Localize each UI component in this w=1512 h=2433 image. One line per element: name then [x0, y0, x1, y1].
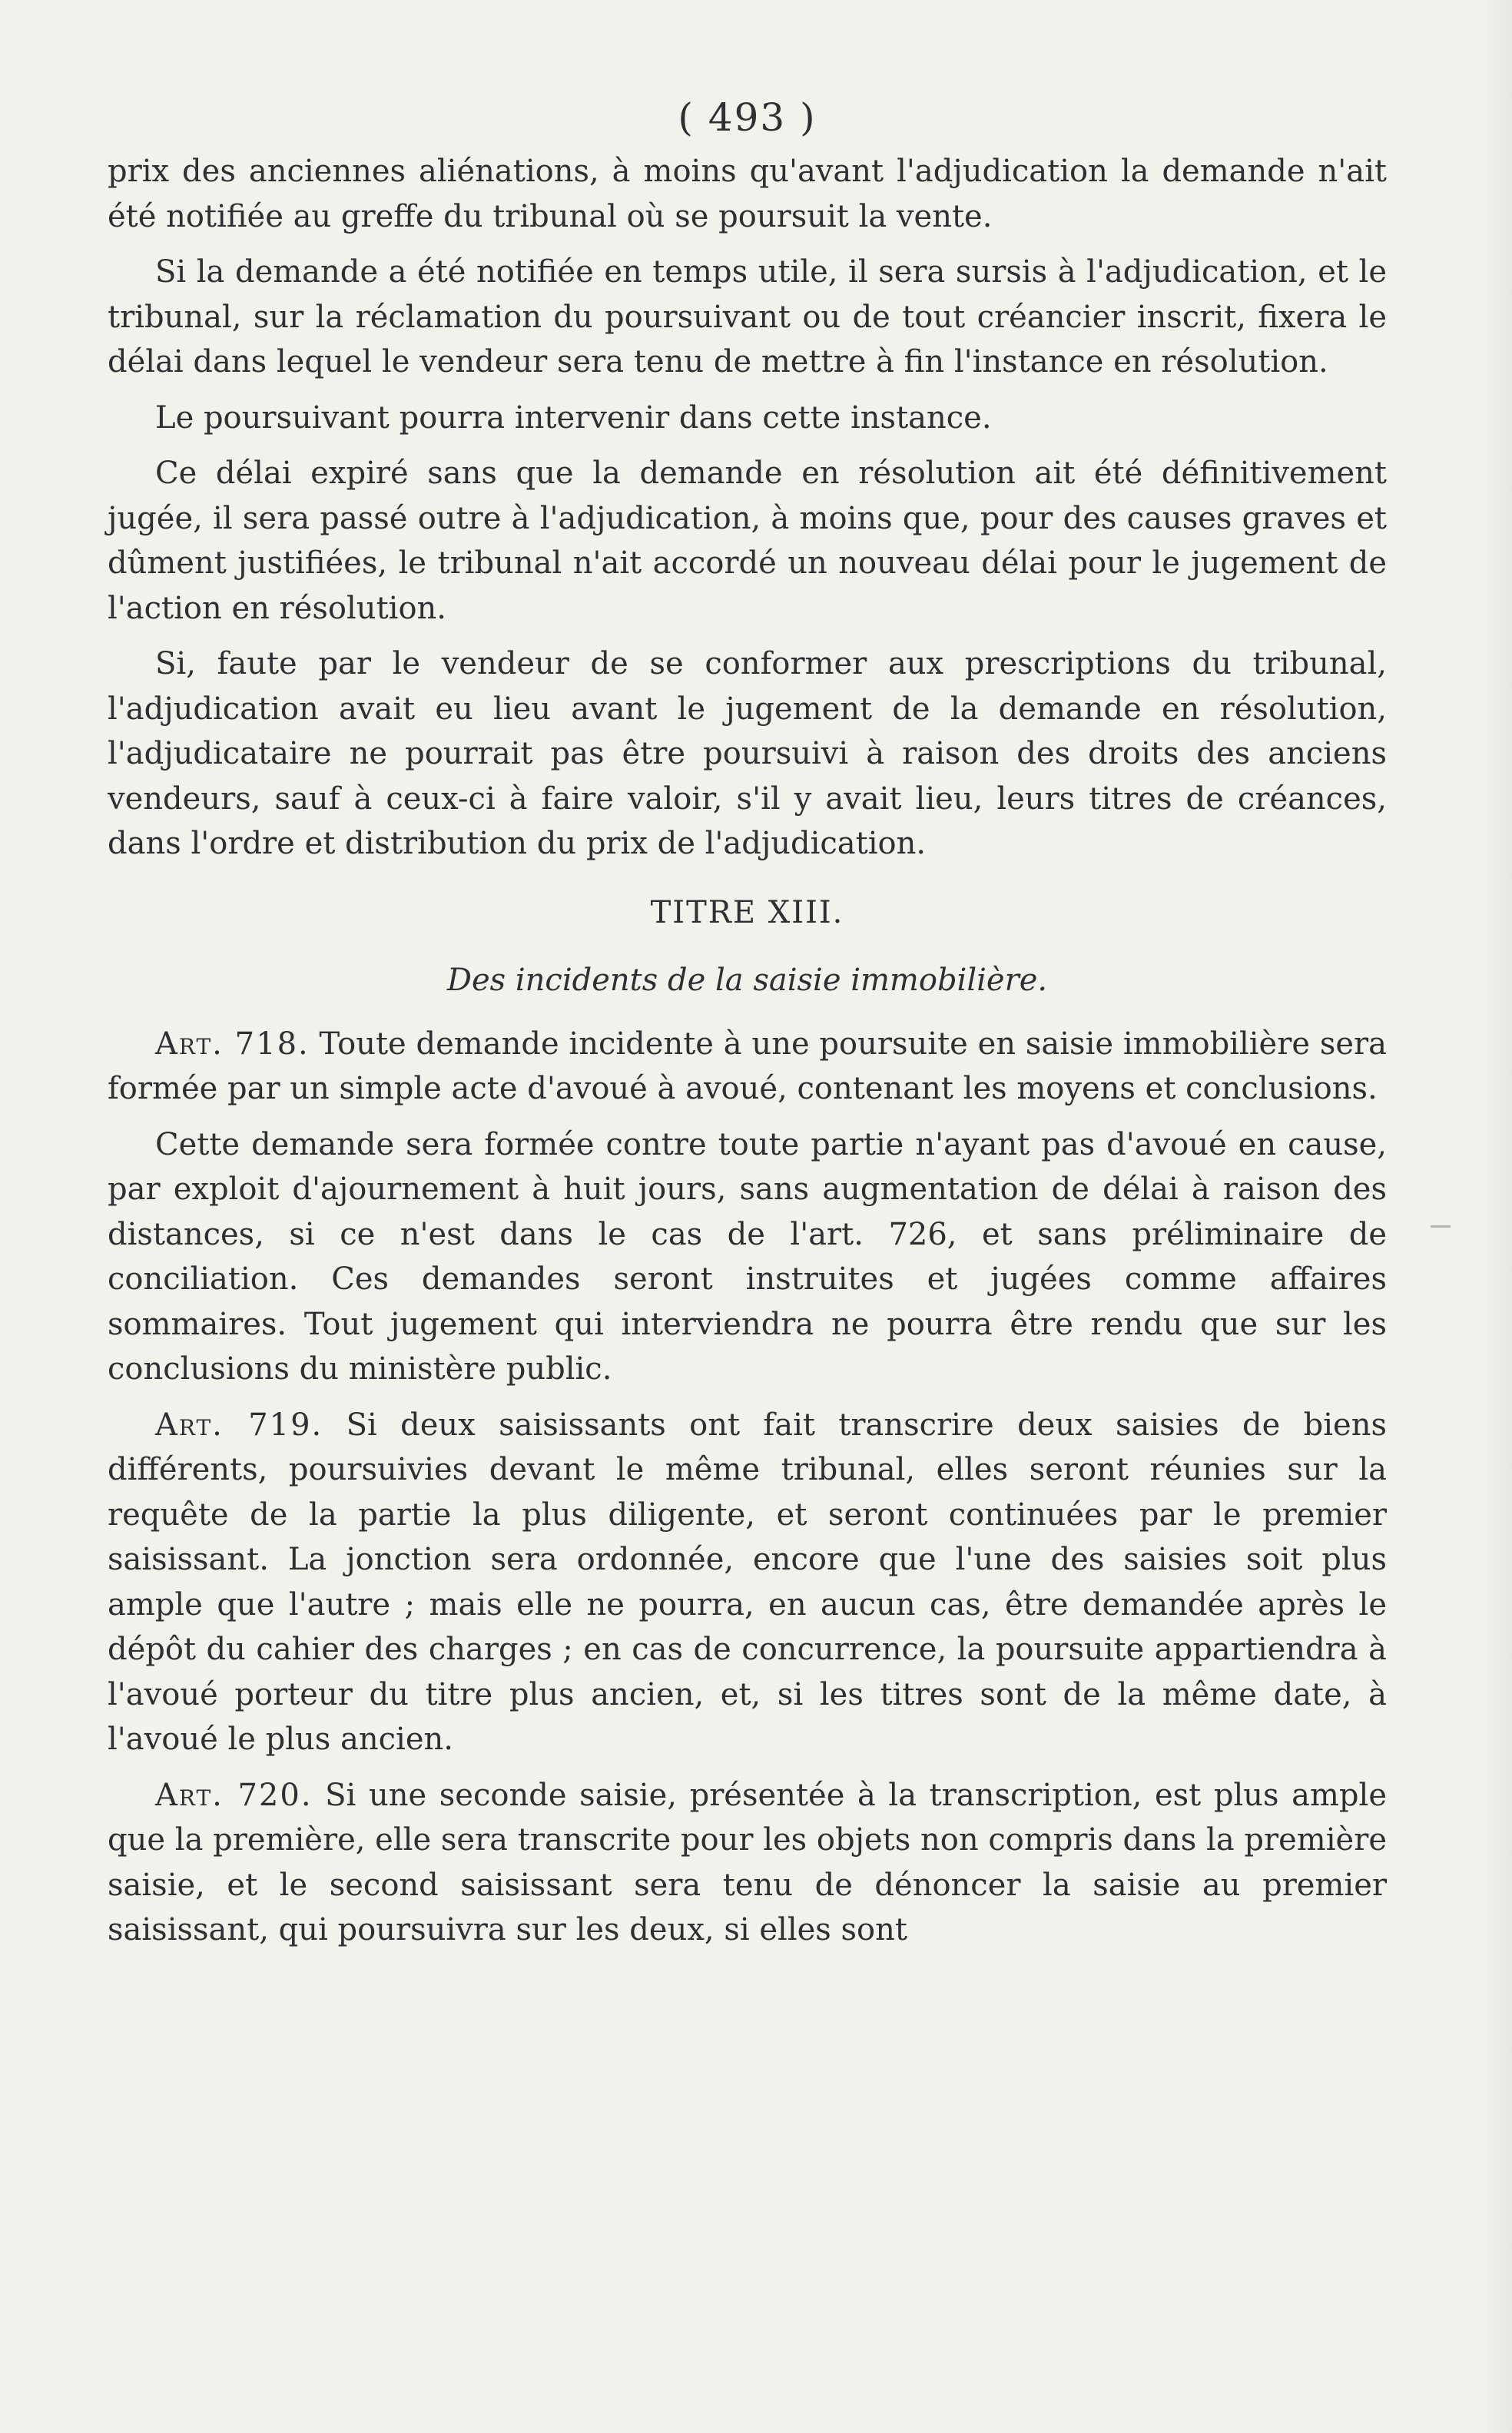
section-subtitle: Des incidents de la saisie immobilière. — [446, 962, 1048, 998]
text-block-before-title — [108, 149, 1387, 867]
paragraph-text: Si deux saisissants ont fait transcrire deux saisies de biens différents, poursuivies devant le même tribunal, elles seront réunies sur la requête de la partie la plus diligente, et seront continuées par le premier saisissant. La jonction sera ordonnée, encore que l'une des saisies soit plus ample que l'autre ; mais elle ne pourra, en aucun cas, être demandée après le dépôt du cahier des charges ; en cas de concurrence, la poursuite appartiendra à l'avoué porteur du titre plus ancien, et, si les titres sont de la même date, à l'avoué le plus ancien. — [108, 1407, 1387, 1757]
section-title: TITRE XIII. — [650, 894, 844, 930]
paragraph — [108, 396, 1387, 441]
paragraph — [108, 451, 1387, 631]
paragraph-text: Toute demande incidente à une poursuite en saisie immobilière sera formée par un simple acte d'avoué à avoué, contenant les moyens et conclusions. — [108, 1026, 1388, 1106]
margin-mark — [1431, 1225, 1451, 1228]
page-number: ( 493 ) — [678, 95, 817, 140]
paragraph-text: Si la demande a été notifiée en temps utile, il sera sursis à l'adjudication, et le tribunal, sur la réclamation du poursuivant ou de tout créancier inscrit, fixera le délai dans lequel le vendeur sera tenu de mettre à fin l'instance en résolution. — [108, 254, 1387, 380]
paragraph-text: prix des anciennes aliénations, à moins qu'avant l'adjudication la demande n'ait été notifiée au greffe du tribunal où se poursuit la vente. — [108, 154, 1387, 234]
text-block-after-title — [108, 1022, 1387, 1953]
document-page — [108, 91, 1387, 1953]
article-label: Art. 719. — [155, 1407, 323, 1443]
paragraph — [108, 1122, 1387, 1392]
paragraph-text: Le poursuivant pourra intervenir dans cette instance. — [155, 399, 992, 436]
article-label: Art. 718. — [155, 1026, 310, 1062]
paragraph — [108, 149, 1387, 239]
paragraph-text: Ce délai expiré sans que la demande en résolution ait été définitivement jugée, il sera passé outre à l'adjudication, à moins que, pour des causes graves et dûment justifiées, le tribunal n'ait accordé un nouveau délai pour le jugement de l'action en résolution. — [108, 456, 1387, 626]
paragraph-text: Cette demande sera formée contre toute partie n'ayant pas d'avoué en cause, par exploit d'ajournement à huit jours, sans augmentation de délai à raison des distances, si ce n'est dans le cas de l'art. 726, et sans préliminaire de conciliation. Ces demandes seront instruites et jugées comme affaires sommaires. Tout jugement qui interviendra ne pourra être rendu que sur les conclusions du ministère public. — [108, 1126, 1387, 1387]
paragraph-text: Si, faute par le vendeur de se conformer aux prescriptions du tribunal, l'adjudication avait eu lieu avant le jugement de la demande en résolution, l'adjudicataire ne pourrait pas être poursuivi à raison des droits des anciens vendeurs, sauf à ceux-ci à faire valoir, s'il y avait lieu, leurs titres de créances, dans l'ordre et distribution du prix de l'adjudication. — [108, 646, 1387, 861]
article-paragraph — [108, 1773, 1387, 1953]
article-paragraph — [108, 1403, 1387, 1762]
page-edge-shadow — [1481, 0, 1512, 2433]
article-label: Art. 720. — [155, 1777, 313, 1813]
paragraph-text: Si une seconde saisie, présentée à la transcription, est plus ample que la première, elle sera transcrite pour les objets non compris dans la première saisie, et le second saisissant sera tenu de dénoncer la saisie au premier saisissant, qui poursuivra sur les deux, si elles sont — [108, 1777, 1387, 1947]
paragraph — [108, 641, 1387, 867]
paragraph — [108, 250, 1387, 385]
article-paragraph — [108, 1022, 1387, 1112]
